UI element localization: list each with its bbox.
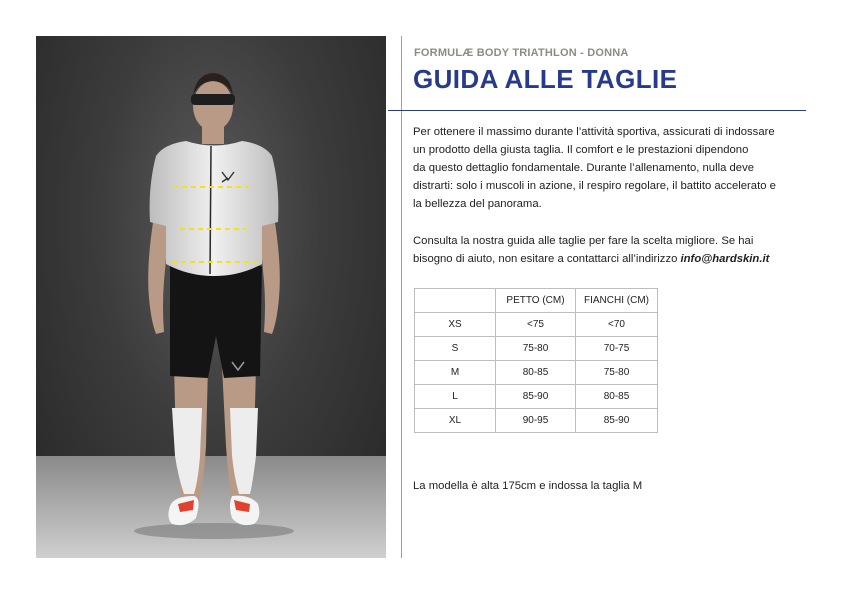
header-cell-size xyxy=(415,289,496,313)
model-illustration xyxy=(36,36,386,558)
table-row xyxy=(415,337,658,361)
right-arm xyxy=(260,216,280,334)
floor-shadow xyxy=(134,523,294,539)
size-cell: XL xyxy=(415,409,496,433)
contact-paragraph xyxy=(413,232,813,268)
left-arm xyxy=(148,216,168,334)
page-title: GUIDA ALLE TAGLIE xyxy=(413,64,678,94)
hips-cell: 70-75 xyxy=(576,337,658,361)
chest-cell: 80-85 xyxy=(496,361,576,385)
intro-line: Per ottenere il massimo durante l’attività sportiva, assicurati di indossare xyxy=(413,126,775,138)
contact-line: Consulta la nostra guida alle taglie per fare la scelta migliore. Se hai xyxy=(413,235,754,247)
intro-line: la bellezza del panorama. xyxy=(413,198,542,210)
table-row xyxy=(415,313,658,337)
intro-line: da questo dettaglio fondamentale. Durante l’allenamento, nulla deve xyxy=(413,162,755,174)
hips-cell: 80-85 xyxy=(576,385,658,409)
vertical-divider xyxy=(401,36,402,558)
table-header-row xyxy=(415,289,658,313)
chest-cell: 85-90 xyxy=(496,385,576,409)
size-cell: M xyxy=(415,361,496,385)
intro-paragraph xyxy=(413,123,813,213)
tri-shorts xyxy=(170,266,262,378)
chest-cell: 90-95 xyxy=(496,409,576,433)
hips-cell: 85-90 xyxy=(576,409,658,433)
size-chart-table xyxy=(414,288,658,433)
size-cell: XS xyxy=(415,313,496,337)
head xyxy=(193,81,233,131)
model-size-note: La modella è alta 175cm e indossa la taglia M xyxy=(413,480,643,492)
hips-cell: 75-80 xyxy=(576,361,658,385)
table-row xyxy=(415,409,658,433)
model-photo xyxy=(36,36,386,558)
table-row xyxy=(415,385,658,409)
intro-line: un prodotto della giusta taglia. Il comfort e le prestazioni dipendono xyxy=(413,144,749,156)
intro-line: distrarti: solo i muscoli in azione, il respiro regolare, il battito accelerato e xyxy=(413,180,776,192)
title-underline xyxy=(388,110,806,111)
header-cell-chest: PETTO (CM) xyxy=(496,289,576,313)
studio-floor xyxy=(36,456,386,558)
product-subtitle: FORMULÆ BODY TRIATHLON - DONNA xyxy=(414,47,629,59)
contact-email-link[interactable]: info@hardskin.it xyxy=(680,253,770,265)
front-zipper xyxy=(210,146,211,274)
hips-cell: <70 xyxy=(576,313,658,337)
chest-cell: 75-80 xyxy=(496,337,576,361)
sunglasses xyxy=(191,94,235,105)
header-cell-hips: FIANCHI (CM) xyxy=(576,289,658,313)
tri-top xyxy=(150,141,279,276)
size-cell: S xyxy=(415,337,496,361)
table-row xyxy=(415,361,658,385)
chest-cell: <75 xyxy=(496,313,576,337)
contact-line: bisogno di aiuto, non esitare a contattarci all’indirizzo xyxy=(413,253,681,265)
size-cell: L xyxy=(415,385,496,409)
